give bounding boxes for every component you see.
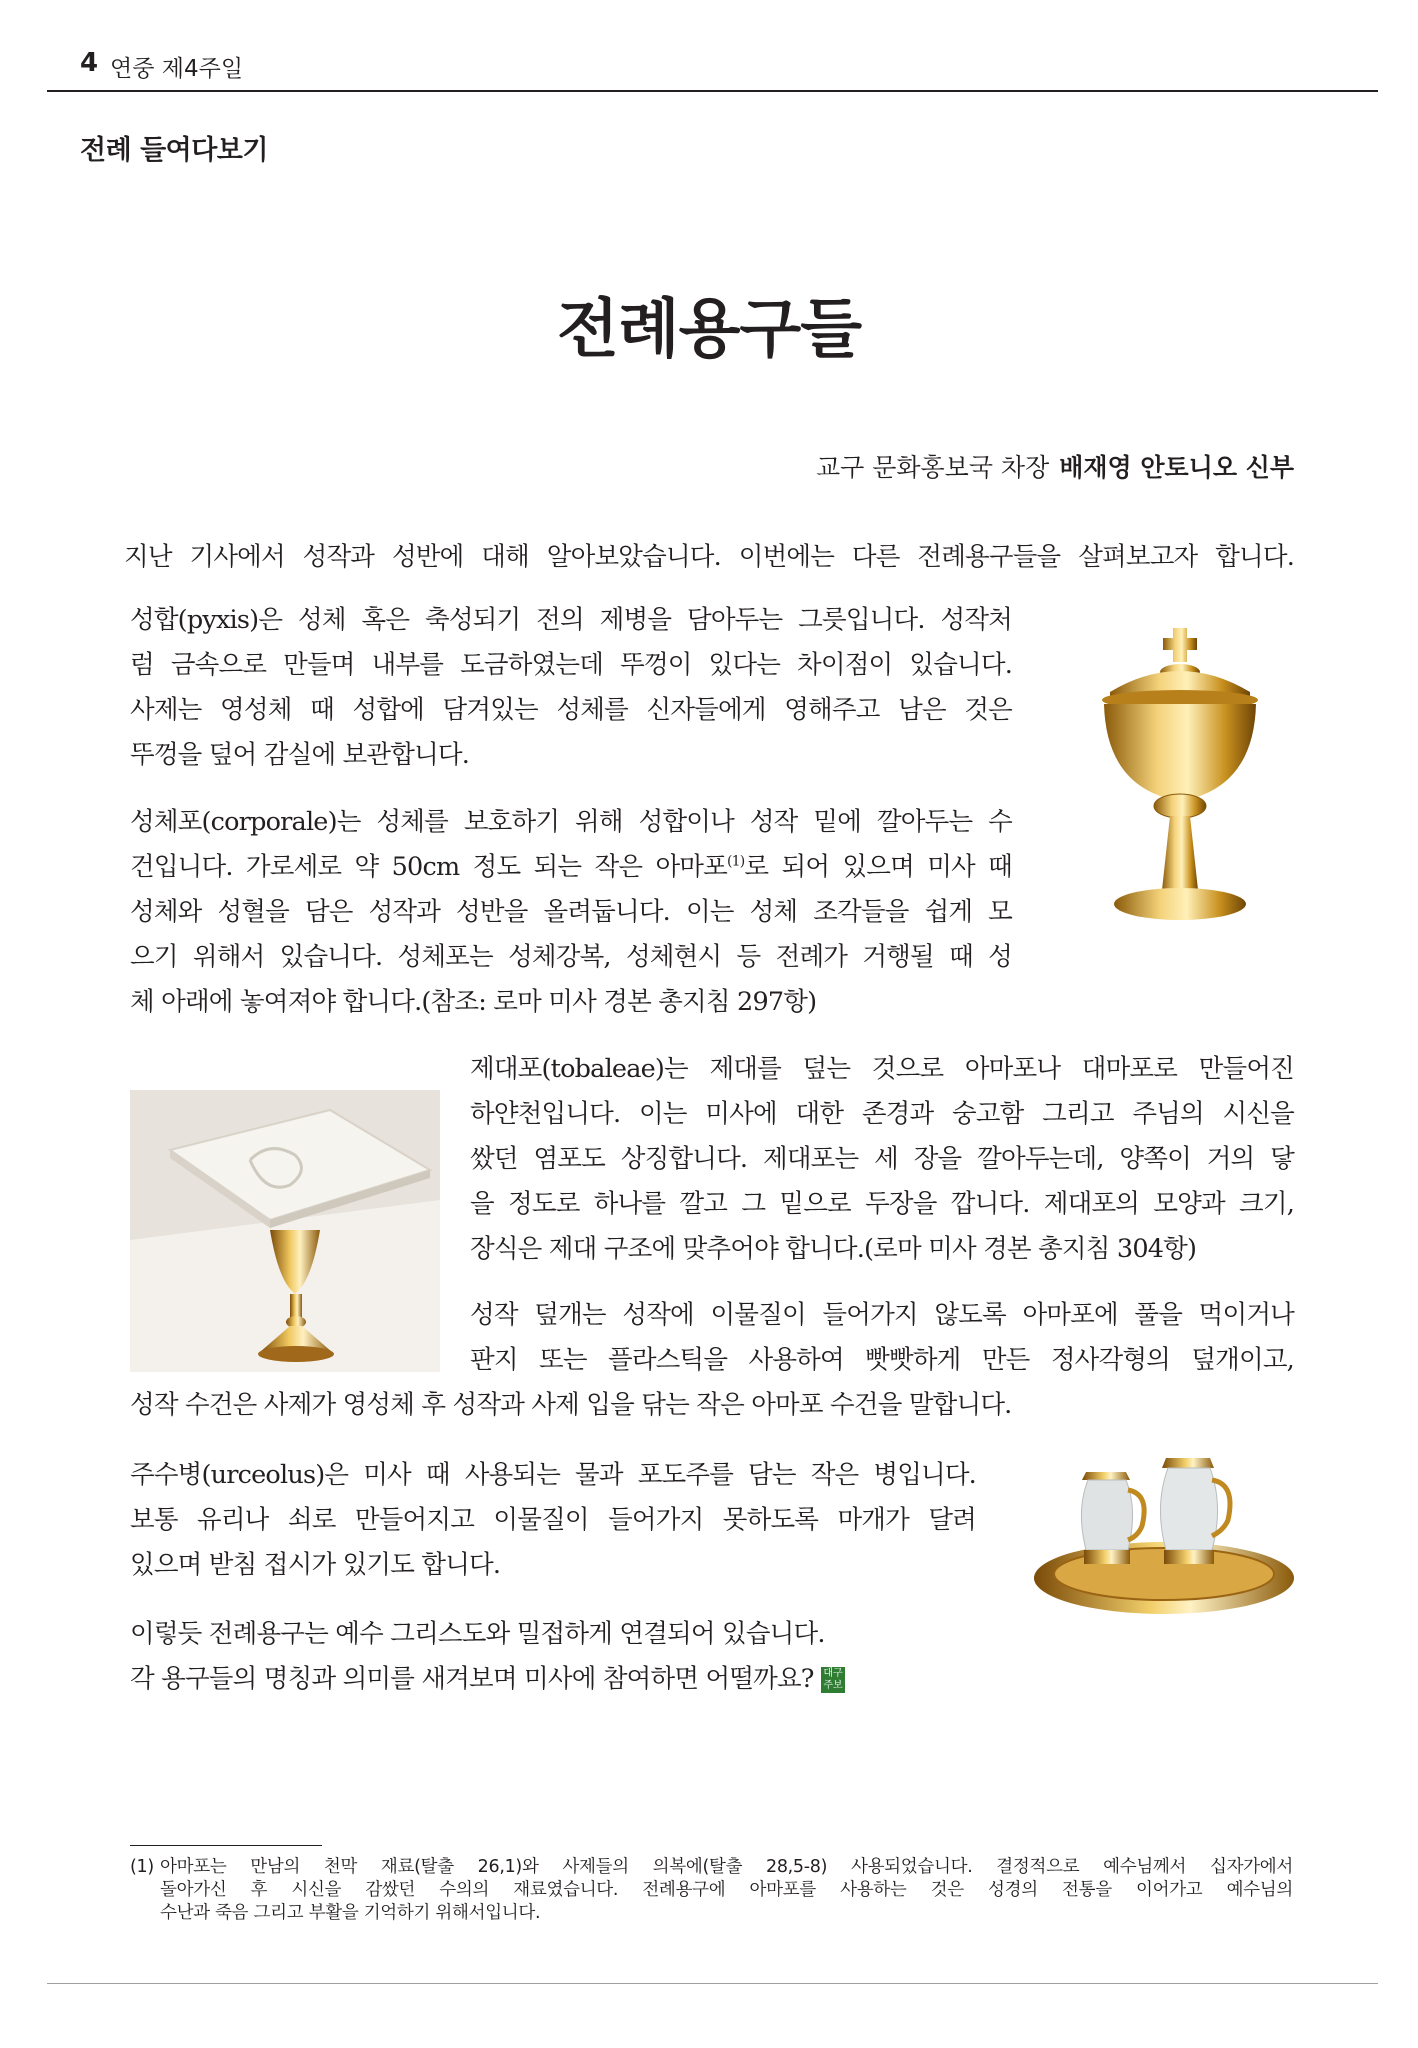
footnote-line: 수난과 죽음 그리고 부활을 기억하기 위해서입니다.: [160, 1903, 541, 1923]
page-number: 4: [80, 48, 99, 78]
text-line: 장식은 제대 구조에 맞추어야 합니다.(로마 미사 경본 총지침 304항): [470, 1234, 1197, 1264]
intro-paragraph: [124, 535, 1294, 580]
text-line: 체 아래에 놓여져야 합니다.(참조: 로마 미사 경본 총지침 297항): [130, 987, 817, 1017]
text-line: 성합(pyxis)은 성체 혹은 축성되기 전의 제병을 담아두는 그릇입니다. 성작처: [130, 605, 1012, 635]
text-line: 판지 또는 플라스틱을 사용하여 빳빳하게 만든 정사각형의 덮개이고,: [470, 1345, 1294, 1375]
text-line: 사제는 영성체 때 성합에 담겨있는 성체를 신자들에게 영해주고 남은 것은: [130, 695, 1012, 725]
text-line: 뚜껑을 덮어 감실에 보관합니다.: [130, 740, 470, 770]
footnote-line: 아마포는 만남의 천막 재료(탈출 26,1)와 사제들의 의복에(탈출 28,5-8) 사용되었습니다. 결정적으로 예수님께서 십자가에서: [160, 1857, 1293, 1877]
byline: [816, 448, 1294, 484]
text-line: 주수병(urceolus)은 미사 때 사용되는 물과 포도주를 담는 작은 병입니다.: [130, 1460, 976, 1490]
cruets-paragraph: [130, 1453, 976, 1588]
text-line: 으기 위해서 있습니다. 성체포는 성체강복, 성체현시 등 전례가 거행될 때 성: [130, 942, 1012, 972]
footnote-mark: (1): [130, 1857, 154, 1877]
header-rule: [47, 90, 1378, 92]
text-line: 성작 수건은 사제가 영성체 후 성작과 사제 입을 닦는 작은 아마포 수건을 말합니다.: [130, 1390, 1012, 1420]
text-line: 을 정도로 하나를 깔고 그 밑으로 두장을 깝니다. 제대포의 모양과 크기,: [470, 1189, 1294, 1219]
byline-role: 교구 문화홍보국 차장: [815, 453, 1050, 482]
text-line: 보통 유리나 쇠로 만들어지고 이물질이 들어가지 못하도록 마개가 달려: [130, 1505, 976, 1535]
corporale-paragraph: [130, 800, 1012, 1025]
badge-text: 주보: [823, 1680, 843, 1691]
text-span: 로 되어 있으며 미사 때: [744, 852, 1012, 882]
text-line: 성체와 성혈을 담은 성작과 성반을 올려둡니다. 이는 성체 조각들을 쉽게 모: [130, 897, 1012, 927]
footnote-line: 돌아가신 후 시신을 감쌌던 수의의 재료였습니다. 전례용구에 아마포를 사용하는 것은 성경의 전통을 이어가고 예수님의: [160, 1880, 1293, 1900]
text-line: 하얀천입니다. 이는 미사에 대한 존경과 숭고함 그리고 주님의 시신을: [470, 1099, 1294, 1129]
tobaleae-paragraph: [470, 1047, 1294, 1272]
pyxis-paragraph: [130, 598, 1012, 778]
text-line: 쌌던 염포도 상징합니다. 제대포는 세 장을 깔아두는데, 양쪽이 거의 닿: [470, 1144, 1294, 1174]
text-line: 제대포(tobaleae)는 제대를 덮는 것으로 아마포나 대마포로 만들어진: [470, 1054, 1294, 1084]
badge-text: 대구: [823, 1668, 843, 1679]
pall-paragraph: [470, 1293, 1294, 1383]
gold-ciborium-image: [1070, 620, 1290, 930]
text-line: [130, 845, 1012, 890]
text-line: 있으며 받침 접시가 있기도 합니다.: [130, 1550, 501, 1580]
article-title: 전례용구들: [556, 292, 862, 367]
closing-paragraph: [130, 1612, 1030, 1702]
text-line: 성체포(corporale)는 성체를 보호하기 위해 성합이나 성작 밑에 깔아두는 수: [130, 807, 1012, 837]
text-line: 럼 금속으로 만들며 내부를 도금하였는데 뚜껑이 있다는 차이점이 있습니다.: [130, 650, 1012, 680]
footnote-ref: (1): [726, 853, 745, 870]
chalice-with-pall-image: [130, 1090, 440, 1372]
cruets-on-tray-image: [1030, 1450, 1298, 1618]
footnote: [130, 1856, 1293, 1925]
text-span: 건입니다. 가로세로 약 50cm 정도 되는 작은 아마포: [130, 852, 727, 882]
section-title: 전례 들여다보기: [80, 135, 268, 166]
daegu-bulletin-logo: [821, 1667, 845, 1693]
footer-rule: [47, 1983, 1378, 1984]
text-line: 성작 덮개는 성작에 이물질이 들어가지 않도록 아마포에 풀을 먹이거나: [470, 1300, 1294, 1330]
footnote-text: [160, 1856, 1293, 1925]
text-span: 각 용구들의 명칭과 의미를 새겨보며 미사에 참여하면 어떨까요?: [130, 1664, 814, 1694]
byline-author: 배재영 안토니오 신부: [1059, 453, 1294, 482]
text-line: 이렇듯 전례용구는 예수 그리스도와 밀접하게 연결되어 있습니다.: [130, 1619, 825, 1649]
purificator-line: [130, 1383, 1130, 1428]
text-line: [130, 1657, 1030, 1702]
liturgical-week: 연중 제4주일: [110, 56, 244, 82]
intro-line: 지난 기사에서 성작과 성반에 대해 알아보았습니다. 이번에는 다른 전례용구들을 살펴보고자 합니다.: [124, 542, 1294, 572]
footnote-rule: [130, 1845, 322, 1846]
